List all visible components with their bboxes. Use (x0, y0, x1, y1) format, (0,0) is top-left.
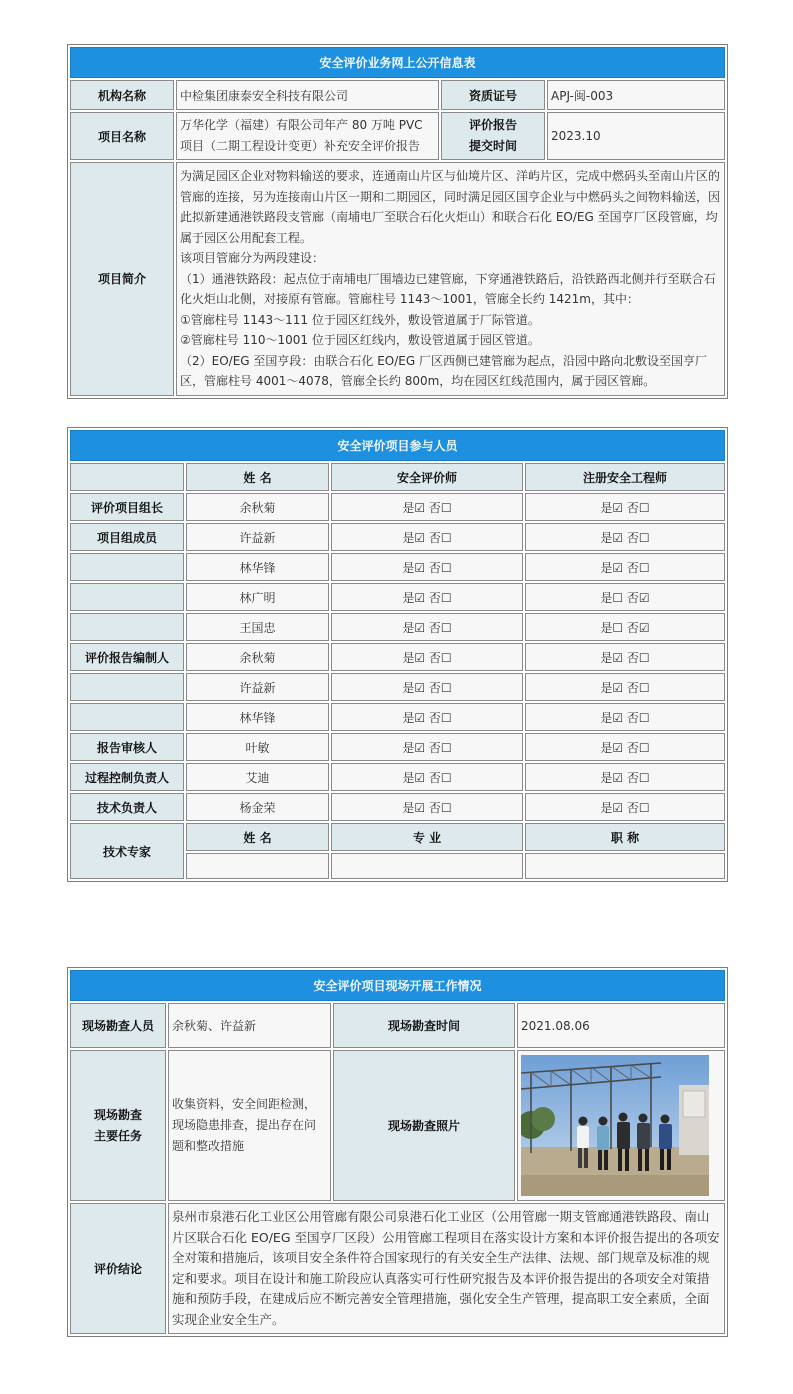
tech-expert-label: 技术专家 (70, 823, 184, 879)
site-inspection-photo (521, 1055, 709, 1196)
expert-title-cell (525, 853, 725, 879)
expert-name-header: 姓 名 (186, 823, 329, 851)
intro-paragraph: （1）通港铁路段：起点位于南埔电厂围墙边已建管廊，下穿通港铁路后，沿铁路西北侧并行至联合石化火炬山北侧，对接原有管廊。管廊柱号 1143～1001，管廊全长约 1421m，其中： (180, 271, 716, 306)
expert-major-cell (331, 853, 523, 879)
evaluator-column-header: 安全评价师 (331, 463, 523, 491)
participant-row (70, 763, 725, 791)
participant-name: 艾迪 (186, 763, 329, 791)
site-task-value: 收集资料，安全间距检测，现场隐患排查，提出存在问题和整改措施 (168, 1050, 331, 1201)
engineer-checkbox: 是☑ 否☐ (525, 763, 725, 791)
engineer-checkbox: 是☑ 否☐ (525, 793, 725, 821)
engineer-column-header: 注册安全工程师 (525, 463, 725, 491)
participant-row (70, 733, 725, 761)
site-staff-value: 余秋菊、许益新 (168, 1003, 331, 1048)
intro-paragraph: 该项目管廊分为两段建设： (180, 251, 325, 265)
participant-name: 林华锋 (186, 703, 329, 731)
evaluator-checkbox: 是☑ 否☐ (331, 673, 523, 701)
evaluator-checkbox: 是☑ 否☐ (331, 763, 523, 791)
participant-role: 技术负责人 (70, 793, 184, 821)
report-submit-value: 2023.10 (547, 112, 725, 160)
participant-name: 杨金荣 (186, 793, 329, 821)
participant-role (70, 673, 184, 701)
engineer-checkbox: 是☑ 否☐ (525, 733, 725, 761)
project-name-label: 项目名称 (70, 112, 174, 160)
site-staff-label: 现场勘查人员 (70, 1003, 166, 1048)
expert-major-header: 专 业 (331, 823, 523, 851)
evaluator-checkbox: 是☑ 否☐ (331, 703, 523, 731)
participant-row (70, 523, 725, 551)
site-photo-label: 现场勘查照片 (333, 1050, 515, 1201)
public-info-title: 安全评价业务网上公开信息表 (70, 47, 725, 78)
site-work-title: 安全评价项目现场开展工作情况 (70, 970, 725, 1001)
engineer-checkbox: 是☑ 否☐ (525, 553, 725, 581)
intro-paragraph: ①管廊柱号 1143～111 位于园区红线外，敷设管道属于厂际管道。 (180, 312, 540, 327)
site-photo-cell (517, 1050, 725, 1201)
evaluator-checkbox: 是☑ 否☐ (331, 733, 523, 761)
participant-role: 过程控制负责人 (70, 763, 184, 791)
participant-role (70, 553, 184, 581)
participant-row (70, 493, 725, 521)
evaluator-checkbox: 是☑ 否☐ (331, 613, 523, 641)
engineer-checkbox: 是☑ 否☐ (525, 643, 725, 671)
site-work-table (67, 967, 728, 1337)
participant-row (70, 643, 725, 671)
site-time-value: 2021.08.06 (517, 1003, 725, 1048)
expert-title-header: 职 称 (525, 823, 725, 851)
intro-paragraph: ②管廊柱号 110～1001 位于园区红线内，敷设管道属于园区管道。 (180, 333, 540, 347)
role-header-blank (70, 463, 184, 491)
evaluator-checkbox: 是☑ 否☐ (331, 583, 523, 611)
evaluator-checkbox: 是☑ 否☐ (331, 523, 523, 551)
participant-name: 林华锋 (186, 553, 329, 581)
report-submit-label-line1: 评价报告 (468, 118, 517, 132)
cert-number-label: 资质证号 (441, 80, 545, 110)
engineer-checkbox: 是☐ 否☑ (525, 583, 725, 611)
site-task-label (70, 1050, 166, 1201)
participant-name: 林广明 (186, 583, 329, 611)
conclusion-label: 评价结论 (70, 1203, 166, 1334)
evaluator-checkbox: 是☑ 否☐ (331, 793, 523, 821)
evaluator-checkbox: 是☑ 否☐ (331, 493, 523, 521)
engineer-checkbox: 是☑ 否☐ (525, 493, 725, 521)
participant-row (70, 793, 725, 821)
participant-name: 余秋菊 (186, 643, 329, 671)
participants-title: 安全评价项目参与人员 (70, 430, 725, 461)
site-time-label: 现场勘查时间 (333, 1003, 515, 1048)
engineer-checkbox: 是☑ 否☐ (525, 673, 725, 701)
report-submit-label (441, 112, 545, 160)
participant-name: 叶敏 (186, 733, 329, 761)
project-intro-value (176, 162, 725, 396)
expert-name-cell (186, 853, 329, 879)
participant-role (70, 583, 184, 611)
project-intro-label: 项目简介 (70, 162, 174, 396)
org-name-value: 中检集团康泰安全科技有限公司 (176, 80, 439, 110)
cert-number-value: APJ-闽-003 (547, 80, 725, 110)
intro-paragraph: （2）EO/EG 至国亨段：由联合石化 EO/EG 厂区西侧已建管廊为起点，沿园中路向北敷设至国亨厂区，管廊柱号 4001～4078，管廊全长约 800m，均在园区红线范围内，属于园区管廊。 (180, 353, 707, 388)
participant-role: 评价项目组长 (70, 493, 184, 521)
participant-role (70, 613, 184, 641)
conclusion-value: 泉州市泉港石化工业区公用管廊有限公司泉港石化工业区（公用管廊一期支管廊通港铁路段、南山片区联合石化 EO/EG 至国亨厂区段）公用管廊工程项目在落实设计方案和本评价报告提出的各项安全对策和措施后，该项目安全条件符合国家现行的有关安全生产法律、法规、部门规章及标准的规定和要求。项目在设计和施工阶段应认真落实可行性研究报告及本评价报告提出的各项安全对策措施和预防手段，在建成后应不断完善安全管理措施，强化安全生产管理，提高职工安全素质，全面实现企业安全生产。 (168, 1203, 725, 1334)
participant-name: 余秋菊 (186, 493, 329, 521)
participants-table (67, 427, 728, 882)
evaluator-checkbox: 是☑ 否☐ (331, 643, 523, 671)
engineer-checkbox: 是☐ 否☑ (525, 613, 725, 641)
participant-row (70, 673, 725, 701)
participant-row (70, 703, 725, 731)
participant-role (70, 703, 184, 731)
evaluator-checkbox: 是☑ 否☐ (331, 553, 523, 581)
report-submit-label-line2: 提交时间 (468, 139, 517, 153)
participant-name: 王国忠 (186, 613, 329, 641)
participant-row (70, 613, 725, 641)
org-name-label: 机构名称 (70, 80, 174, 110)
engineer-checkbox: 是☑ 否☐ (525, 703, 725, 731)
project-name-value: 万华化学（福建）有限公司年产 80 万吨 PVC 项目（二期工程设计变更）补充安全评价报告 (176, 112, 439, 160)
site-task-label-line2: 主要任务 (93, 1128, 142, 1143)
participant-name: 许益新 (186, 673, 329, 701)
name-column-header: 姓 名 (186, 463, 329, 491)
participant-role: 报告审核人 (70, 733, 184, 761)
participant-name: 许益新 (186, 523, 329, 551)
intro-paragraph: 为满足园区企业对物料输送的要求，连通南山片区与仙境片区、洋屿片区，完成中燃码头至南山片区的管廊的连接，另为连接南山片区一期和二期园区，同时满足园区国亨企业与中燃码头之间物料输送，因此拟新建通港铁路段支管廊（南埔电厂至联合石化火炬山）和联合石化 EO/EG 至国亨厂区段管廊，均属于园区公用配套工程。 (180, 169, 721, 245)
engineer-checkbox: 是☑ 否☐ (525, 523, 725, 551)
participant-role: 项目组成员 (70, 523, 184, 551)
site-task-label-line1: 现场勘查 (93, 1107, 142, 1122)
participant-role: 评价报告编制人 (70, 643, 184, 671)
participant-row (70, 553, 725, 581)
participant-row (70, 583, 725, 611)
public-info-table (67, 44, 728, 399)
